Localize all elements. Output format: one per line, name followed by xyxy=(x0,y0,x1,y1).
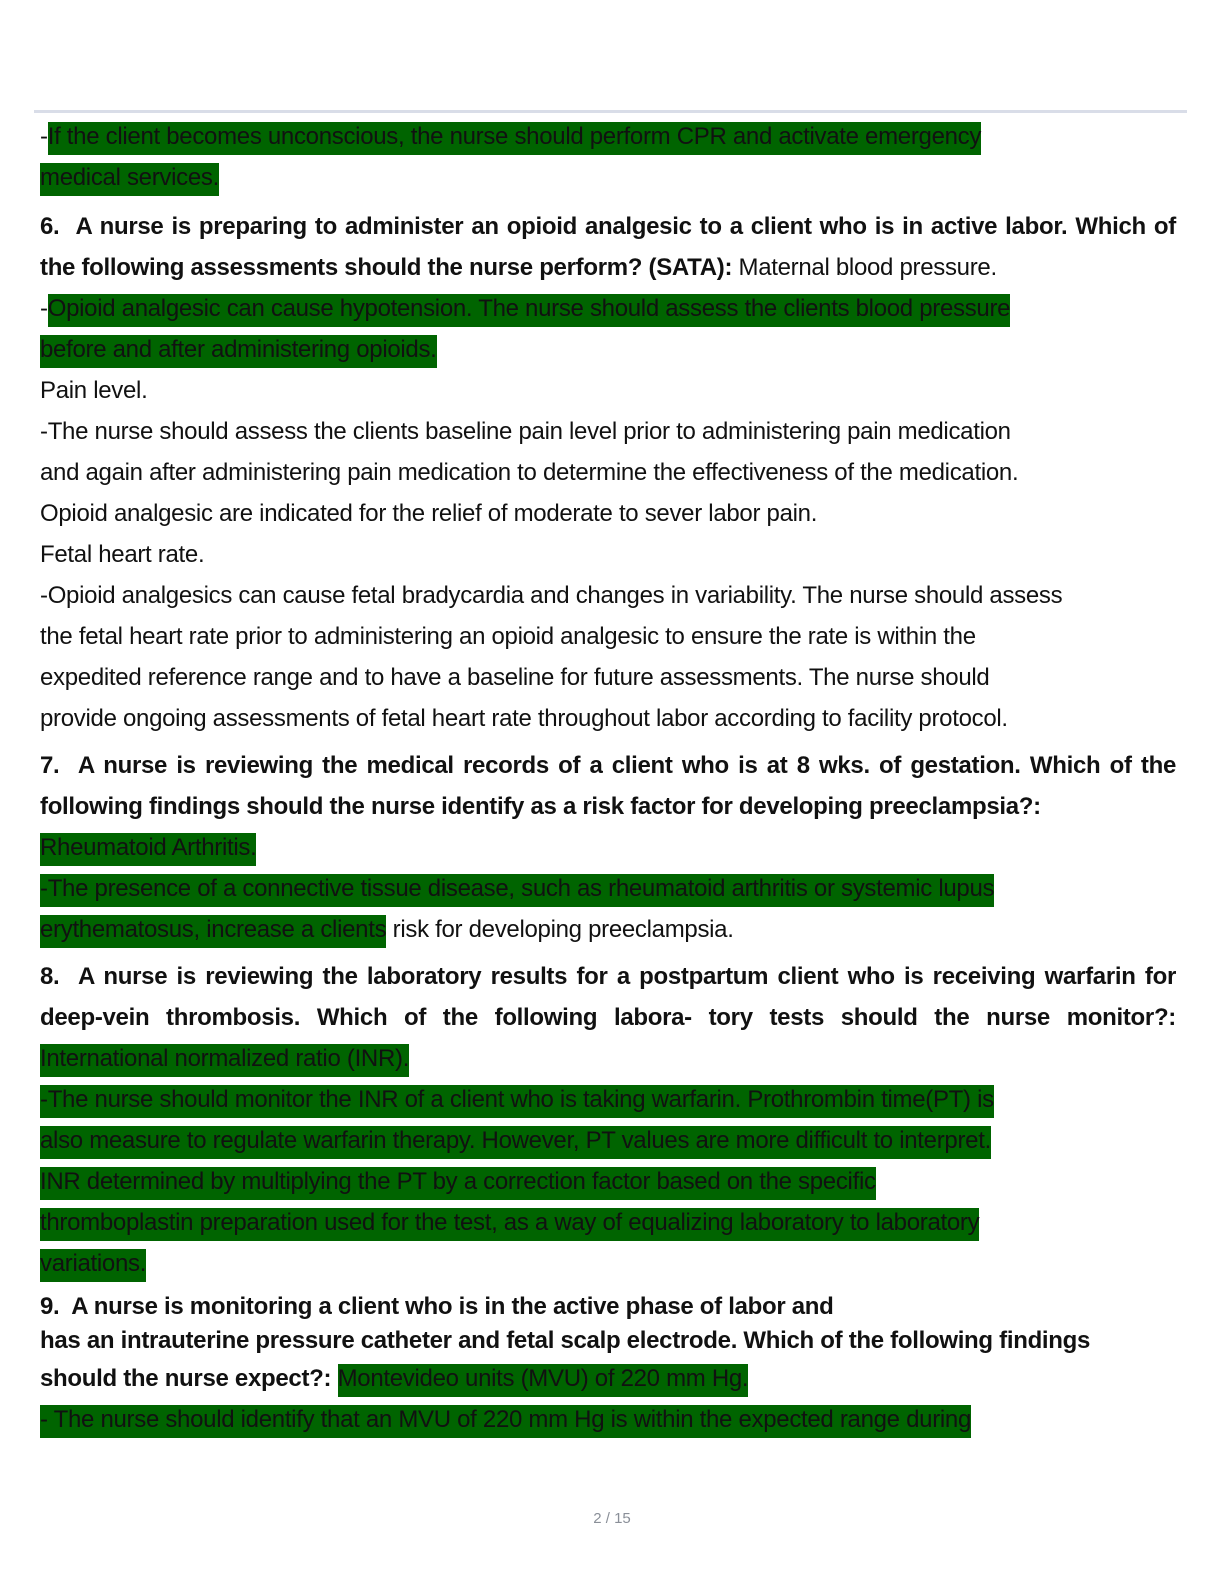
question-8-prompt: 8. A nurse is reviewing the laboratory results for a postpartum client who is receiving warfarin for deep-vein thrombosis. Which of the following labora- tory tests should the nurse monitor?: International normalized ratio (INR). xyxy=(40,956,1176,1079)
highlight: thromboplastin preparation used for the test, as a way of equalizing laboratory to laboratory xyxy=(40,1208,979,1241)
highlight: - The nurse should identify that an MVU of 220 mm Hg is within the expected range during xyxy=(40,1405,971,1438)
page-top-rule xyxy=(34,110,1187,113)
question-9-rationale-line-1 xyxy=(40,1399,1176,1440)
question-6-rationale-2-line-1: -The nurse should assess the clients baseline pain level prior to administering pain medication xyxy=(40,418,1011,445)
document-content xyxy=(40,116,1176,1440)
question-9-prompt-line-1: 9. A nurse is monitoring a client who is in the active phase of labor and xyxy=(40,1293,834,1320)
question-8-rationale-line-4 xyxy=(40,1202,1176,1243)
intro-rationale-line-1: -If the client becomes unconscious, the nurse should perform CPR and activate emergency xyxy=(40,116,1176,157)
question-6-rationale-3-line-1: -Opioid analgesics can cause fetal bradycardia and changes in variability. The nurse should assess xyxy=(40,582,1063,609)
highlight: Rheumatoid Arthritis. xyxy=(40,833,256,866)
question-7-rationale-line-2: erythematosus, increase a clients risk for developing preeclampsia. xyxy=(40,909,1176,950)
question-9-answer: Montevideo units (MVU) of 220 mm Hg. xyxy=(338,1364,749,1397)
highlight: before and after administering opioids. xyxy=(40,335,437,368)
question-6-rationale-2-line-2: and again after administering pain medication to determine the effectiveness of the medication. xyxy=(40,459,1019,486)
question-6-answer-3: Fetal heart rate. xyxy=(40,541,205,568)
question-6-answer-1: Maternal blood xyxy=(738,254,894,281)
question-9-prompt-line-3: should the nurse expect?: Montevideo units (MVU) of 220 mm Hg. xyxy=(40,1358,1176,1399)
highlight: INR determined by multiplying the PT by a correction factor based on the specific xyxy=(40,1167,876,1200)
question-6-rationale-3-line-3: expedited reference range and to have a baseline for future assessments. The nurse should xyxy=(40,664,990,691)
highlight: erythematosus, increase a clients xyxy=(40,915,386,948)
question-8-rationale-line-1 xyxy=(40,1079,1176,1120)
question-6-rationale-3-line-4: provide ongoing assessments of fetal heart rate throughout labor according to facility protocol. xyxy=(40,705,1008,732)
question-6-prompt: 6. A nurse is preparing to administer an opioid analgesic to a client who is in active labor. Which of the following assessments should the nurse perform? (SATA): Maternal blood pressure. xyxy=(40,213,1176,281)
question-6-answer-2: Pain level. xyxy=(40,377,148,404)
highlight: medical services. xyxy=(40,163,219,196)
page-indicator: 2 / 15 xyxy=(593,1510,631,1527)
question-8-rationale-line-3 xyxy=(40,1161,1176,1202)
question-6-rationale-1-line-1: -Opioid analgesic can cause hypotension. The nurse should assess the clients blood pressure xyxy=(40,288,1176,329)
question-6-rationale-2-line-3: Opioid analgesic are indicated for the relief of moderate to sever labor pain. xyxy=(40,500,818,527)
question-7-prompt: 7. A nurse is reviewing the medical records of a client who is at 8 wks. of gestation. Which of the following findings should the nurse identify as a risk factor for developing preeclampsia?: xyxy=(40,752,1176,820)
question-6-rationale-1-line-2 xyxy=(40,329,1176,370)
question-7-answer xyxy=(40,827,1176,868)
highlight: variations. xyxy=(40,1249,146,1282)
intro-rationale-line-2 xyxy=(40,157,1176,198)
highlight: also measure to regulate warfarin therapy. However, PT values are more difficult to interpret. xyxy=(40,1126,991,1159)
highlight: -The presence of a connective tissue disease, such as rheumatoid arthritis or systemic lupus xyxy=(40,874,994,907)
question-6-rationale-3-line-2: the fetal heart rate prior to administering an opioid analgesic to ensure the rate is within the xyxy=(40,623,976,650)
highlight: Opioid analgesic can cause hypotension. The nurse should assess the clients blood pressure xyxy=(48,294,1011,327)
highlight: -The nurse should monitor the INR of a client who is taking warfarin. Prothrombin time(PT) is xyxy=(40,1085,994,1118)
highlight: If the client becomes unconscious, the nurse should perform CPR and activate emergency xyxy=(48,122,981,155)
question-7-rationale-line-1 xyxy=(40,868,1176,909)
question-8-rationale-line-5 xyxy=(40,1243,1176,1284)
question-8-answer: International normalized ratio (INR). xyxy=(40,1044,409,1077)
question-8-rationale-line-2 xyxy=(40,1120,1176,1161)
question-9-prompt-line-2: has an intrauterine pressure catheter and fetal scalp electrode. Which of the following findings xyxy=(40,1327,1091,1354)
